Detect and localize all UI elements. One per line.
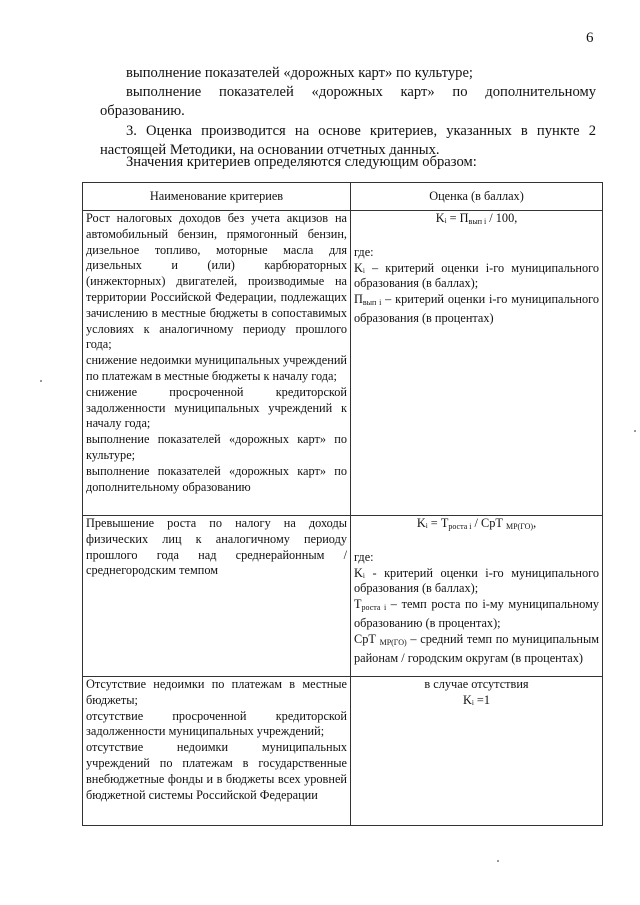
- table-header-row: [83, 183, 603, 211]
- definition: $П_{вып i}$ – критерий оценки i-го муниципального образования (в процентах): [354, 292, 599, 325]
- criteria-cell: [83, 211, 351, 516]
- where-label: где:: [354, 549, 374, 564]
- formula: Kᵢ = $Т_{роста i}$ / СрТ $_{МР(ГО)}$,: [416, 516, 537, 531]
- table-row: [83, 211, 603, 516]
- criterion-text: Рост налоговых доходов без учета акцизов на автомобильный бензин, прямогонный бензин, дизельное топливо, моторные масла для дизельных и (или) карбюраторных (инжекторных) двигателей, производимые на территории Российской Федерации, подлежащих зачислению в местные бюджеты в сопоставимых условиях к аналогичному периоду прошлого года;: [86, 211, 347, 352]
- criterion-text: Отсутствие недоимки по платежам в местные бюджеты;: [86, 677, 347, 707]
- score-cell: [351, 516, 603, 677]
- criterion-text: отсутствие просроченной кредиторской задолженности муниципальных учреждений;: [86, 708, 347, 739]
- intro-paragraph-4: Значения критериев определяются следующим образом:: [126, 154, 477, 170]
- page-number: 6: [586, 30, 594, 46]
- scan-speck: [40, 380, 42, 382]
- criteria-cell: [83, 677, 351, 826]
- criteria-cell: [83, 516, 351, 677]
- score-condition: в случае отсутствия: [424, 677, 529, 691]
- score-cell: [351, 677, 603, 826]
- header-score: Оценка (в баллах): [351, 183, 603, 211]
- table-row: [83, 677, 603, 826]
- criterion-text: Превышение роста по налогу на доходы физических лиц к аналогичному периоду прошлого года над среднерайонным / среднегородским темпом: [86, 516, 347, 578]
- definition: Kᵢ – критерий оценки i-го муниципального образования (в баллах);: [354, 260, 599, 291]
- intro-paragraph-1: выполнение показателей «дорожных карт» по культуре;: [126, 65, 473, 81]
- criterion-text: снижение просроченной кредиторской задолженности муниципальных учреждений к началу года;: [86, 384, 347, 431]
- definition: $Т_{роста i}$ – темп роста по i-му муниципальному образованию (в процентах);: [354, 597, 599, 630]
- header-criteria-name: Наименование критериев: [83, 183, 351, 211]
- score-cell: [351, 211, 603, 516]
- intro-paragraph-3: 3. Оценка производится на основе критериев, указанных в пункте 2 настоящей Методики, на основании отчетных данных.: [100, 123, 596, 158]
- criterion-text: отсутствие недоимки муниципальных учреждений по платежам в государственные внебюджетные фонды и в бюджеты всех уровней бюджетной системы Российской Федерации: [86, 740, 347, 802]
- formula: Kᵢ = $П_{вып i} / 100$,: [435, 211, 518, 226]
- score-value: Kᵢ =1: [462, 692, 491, 707]
- scan-speck: [634, 430, 636, 432]
- criterion-text: выполнение показателей «дорожных карт» по культуре;: [86, 432, 347, 462]
- scan-speck: [497, 860, 499, 862]
- table-row: [83, 516, 603, 677]
- criterion-text: выполнение показателей «дорожных карт» по дополнительному образованию: [86, 463, 347, 494]
- criteria-table: [82, 182, 603, 826]
- definition: СрТ $_{МР(ГО)}$ – средний темп по муниципальным районам / городским округам (в процентах): [354, 631, 599, 665]
- where-label: где:: [354, 244, 374, 259]
- intro-paragraph-2: выполнение показателей «дорожных карт» по дополнительному образованию.: [100, 84, 596, 119]
- criterion-text: снижение недоимки муниципальных учреждений по платежам в местные бюджеты к началу года;: [86, 353, 347, 383]
- definition: Kᵢ - критерий оценки i-го муниципального образования (в баллах);: [354, 565, 599, 596]
